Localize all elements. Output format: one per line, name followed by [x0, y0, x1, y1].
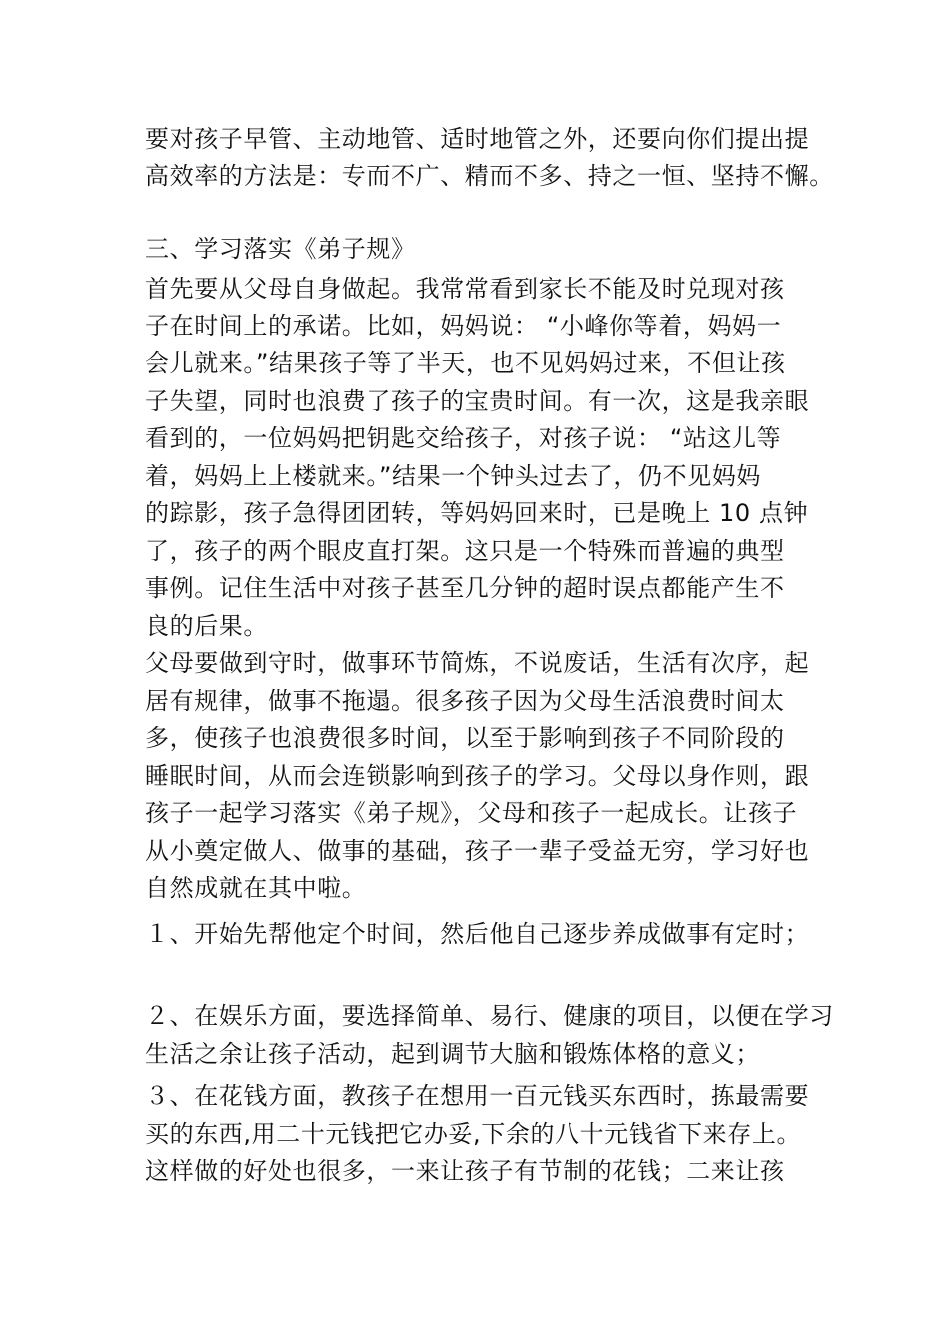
text-line: 要对孩子早管、主动地管、适时地管之外，还要向你们提出提	[145, 125, 810, 153]
list-item: ３、在花钱方面，教孩子在想用一百元钱买东西时，拣最需要	[145, 1082, 810, 1110]
text-line: 孩子一起学习落实《弟子规》，父母和孩子一起成长。让孩子	[145, 799, 798, 827]
text-line: 多，使孩子也浪费很多时间，以至于影响到孩子不同阶段的	[145, 724, 785, 752]
text-line: 首先要从父母自身做起。我常常看到家长不能及时兑现对孩	[145, 275, 785, 303]
text-line: 看到的，一位妈妈把钥匙交给孩子，对孩子说： “站这儿等	[145, 424, 782, 452]
text-line: 生活之余让孩子活动，起到调节大脑和锻炼体格的意义；	[145, 1040, 760, 1068]
text-line: 父母要做到守时，做事环节简炼，不说废话，生活有次序，起	[145, 649, 810, 677]
text-line: 高效率的方法是：专而不广、精而不多、持之一恒、坚持不懈。	[145, 162, 834, 190]
list-item: ２、在娱乐方面，要选择简单、易行、健康的项目，以便在学习	[145, 1002, 834, 1030]
text-line: 子失望，同时也浪费了孩子的宝贵时间。有一次，这是我亲眼	[145, 387, 810, 415]
text-line: 居有规律，做事不拖遢。很多孩子因为父母生活浪费时间太	[145, 687, 785, 715]
text-line: 着，妈妈上上楼就来。”结果一个钟头过去了，仍不见妈妈	[145, 462, 762, 490]
text-line: 这样做的好处也很多，一来让孩子有节制的花钱；二来让孩	[145, 1157, 785, 1185]
text-line: 子在时间上的承诺。比如，妈妈说： “小峰你等着，妈妈一	[145, 312, 782, 340]
text-line: 良的后果。	[145, 612, 268, 640]
text-line: 了，孩子的两个眼皮直打架。这只是一个特殊而普遍的典型	[145, 537, 785, 565]
text-line: 事例。记住生活中对孩子甚至几分钟的超时误点都能产生不	[145, 574, 785, 602]
text-line: 的踪影，孩子急得团团转，等妈妈回来时，已是晚上 10 点钟	[145, 499, 809, 527]
text-line: 买的东西,用二十元钱把它办妥,下余的八十元钱省下来存上。	[145, 1120, 802, 1148]
text-line: 自然成就在其中啦。	[145, 874, 367, 902]
text-line: 从小奠定做人、做事的基础，孩子一辈子受益无穷，学习好也	[145, 837, 810, 865]
list-item: １、开始先帮他定个时间，然后他自己逐步养成做事有定时；	[145, 920, 810, 948]
text-line: 会儿就来。”结果孩子等了半天，也不见妈妈过来，不但让孩	[145, 349, 786, 377]
text-line: 睡眠时间，从而会连锁影响到孩子的学习。父母以身作则，跟	[145, 762, 810, 790]
section-heading: 三、学习落实《弟子规》	[145, 235, 416, 263]
